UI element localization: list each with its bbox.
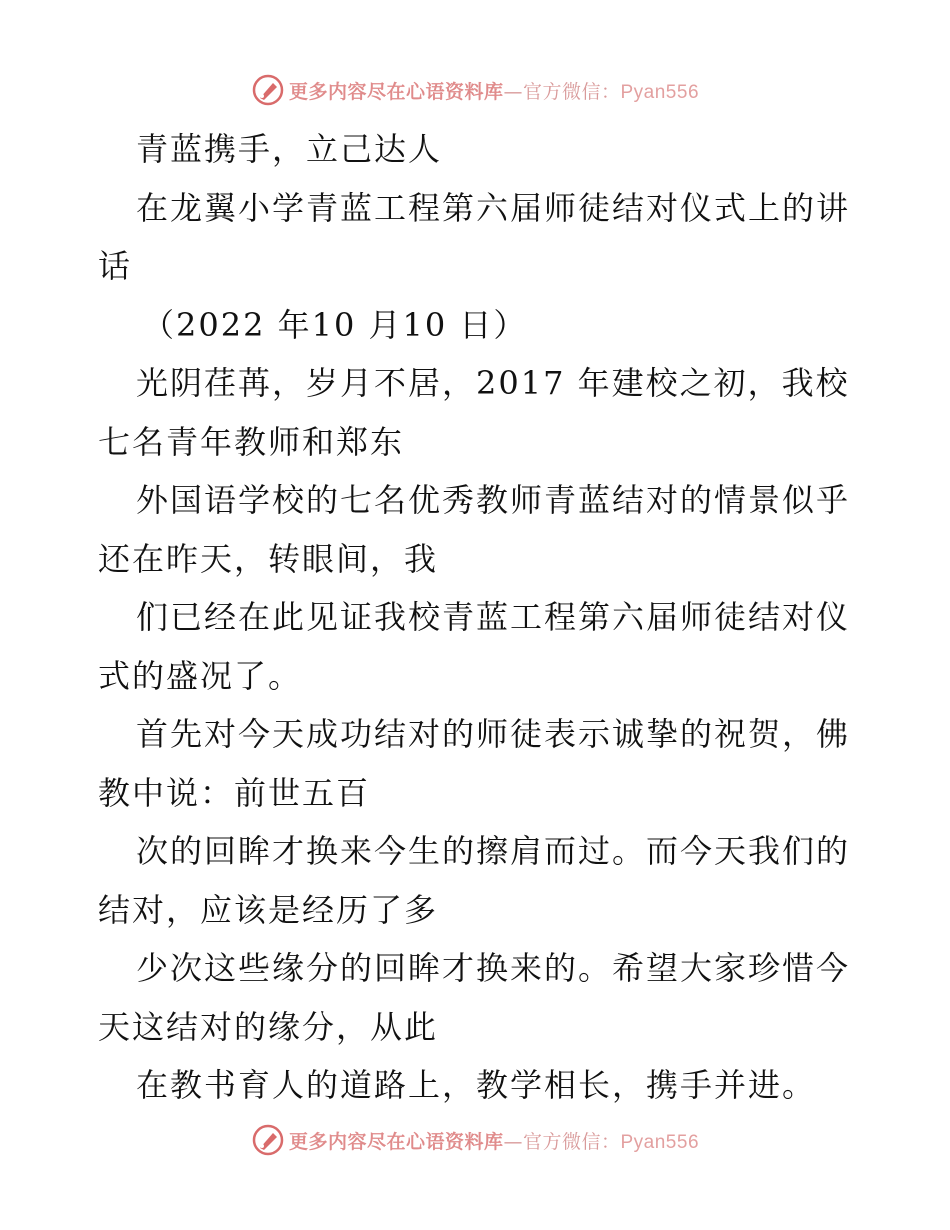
paragraph-line: 外国语学校的七名优秀教师青蓝结对的情景似乎 — [136, 481, 851, 519]
watermark-label: 官方微信： — [522, 80, 621, 103]
paragraph-line: 少次这些缘分的回眸才换来的。希望大家珍惜今 — [136, 949, 851, 987]
paragraph-line: 在教书育人的道路上，教学相长，携手并进。 — [136, 1066, 817, 1104]
watermark-wechat-id: Pyan556 — [620, 1131, 700, 1153]
watermark-separator: — — [503, 80, 523, 103]
paragraph-line: 还在昨天，转眼间，我 — [98, 539, 439, 578]
paragraph-line: 结对，应该是经历了多 — [98, 890, 439, 929]
doc-subtitle-line-2: 话 — [98, 247, 133, 285]
paragraph-line: 光阴荏苒，岁月不居，2017 年建校之初，我校 — [136, 364, 850, 402]
paragraph-line: 天这结对的缘分，从此 — [98, 1007, 439, 1046]
paragraph-line: 式的盛况了。 — [98, 656, 303, 695]
watermark-brand: 更多内容尽在心语资料库 — [288, 80, 504, 103]
paragraph-line: 教中说：前世五百 — [98, 773, 371, 812]
watermark-text — [289, 77, 699, 104]
paragraph-line: 次的回眸才换来今生的擦肩而过。而今天我们的 — [136, 832, 851, 870]
header-watermark — [0, 70, 950, 110]
watermark-brand: 更多内容尽在心语资料库 — [288, 1130, 504, 1153]
pen-logo-icon — [251, 1123, 285, 1157]
doc-subtitle-line-1: 在龙翼小学青蓝工程第六届师徒结对仪式上的讲 — [136, 188, 851, 227]
footer-watermark — [0, 1120, 950, 1160]
paragraph-line: 七名青年教师和郑东 — [98, 422, 405, 461]
watermark-separator: — — [503, 1130, 523, 1153]
watermark-wechat-id: Pyan556 — [620, 81, 700, 103]
pen-logo-icon — [251, 73, 285, 107]
paragraph-line: 们已经在此见证我校青蓝工程第六届师徒结对仪 — [136, 598, 851, 636]
doc-date: （2022 年10 月10 日） — [142, 305, 528, 344]
paragraph-line: 首先对今天成功结对的师徒表示诚挚的祝贺，佛 — [136, 715, 851, 753]
document-body — [98, 120, 858, 1115]
watermark-label: 官方微信： — [522, 1130, 621, 1153]
doc-title: 青蓝携手，立己达人 — [136, 130, 443, 168]
watermark-text — [289, 1127, 699, 1154]
